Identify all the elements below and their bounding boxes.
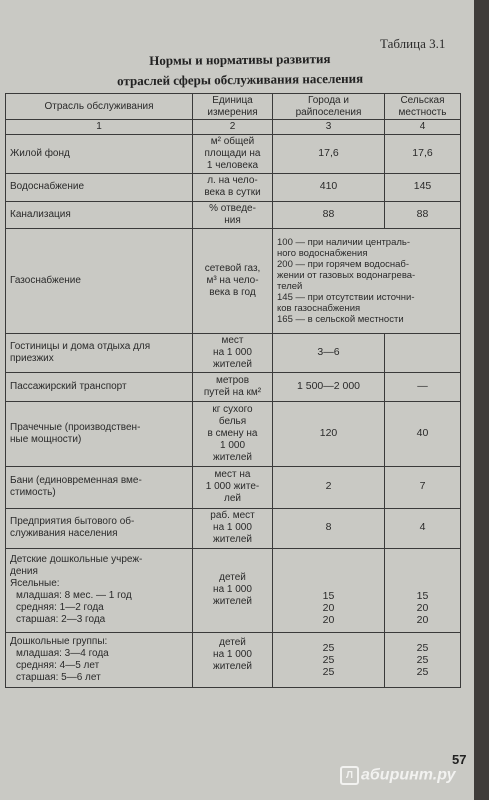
- name-line: Гостиницы и дома отдыха для: [10, 340, 151, 352]
- col-header-rural: Сельская местность: [385, 94, 461, 120]
- row-unit: [193, 632, 273, 687]
- row-unit: [193, 466, 273, 508]
- table-row: [6, 508, 461, 548]
- note-line: ков газоснабжения: [277, 302, 361, 314]
- city-value: 25: [322, 653, 335, 666]
- name-line: Ясельные:: [10, 578, 60, 589]
- row-unit: [193, 372, 273, 401]
- row-name: [6, 466, 193, 508]
- unit-line: мест: [221, 334, 244, 346]
- name-line: дения: [10, 566, 38, 577]
- unit-line: путей на км²: [203, 386, 262, 398]
- age-group: младшая: 8 мес. — 1 год: [16, 590, 132, 601]
- rural-value: —: [385, 372, 461, 401]
- unit-line: в смену на: [207, 427, 258, 439]
- unit-line: века в год: [209, 286, 256, 298]
- rural-value: 25: [416, 665, 429, 678]
- name-line: служивания населения: [10, 528, 118, 539]
- city-value: 25: [322, 641, 335, 654]
- city-value: 17,6: [273, 134, 385, 173]
- unit-line: 1 000: [219, 439, 246, 451]
- row-name: [6, 632, 193, 687]
- note-line: 200 — при горячем водоснаб-: [277, 258, 409, 270]
- city-values: [273, 632, 385, 687]
- name-line: ные мощности): [10, 433, 82, 445]
- title-line-1: Нормы и нормативы развития: [149, 51, 331, 68]
- row-unit: [193, 401, 273, 466]
- name-line: Прачечные (производствен-: [10, 421, 141, 433]
- unit-line: жителей: [213, 451, 252, 463]
- row-unit: [193, 508, 273, 548]
- gas-note: [273, 228, 461, 333]
- name-line: стимость): [10, 487, 56, 498]
- unit-line: века в сутки: [204, 187, 261, 198]
- col-header-unit: Единица измерения: [193, 94, 273, 120]
- rural-value: [385, 333, 461, 372]
- title-line-2: отраслей сферы обслуживания населения: [117, 70, 364, 89]
- table-row: [6, 228, 461, 333]
- name-line: приезжих: [10, 352, 54, 364]
- unit-line: на 1 000: [213, 346, 252, 358]
- unit-line: жителей: [213, 596, 252, 607]
- book-edge: [474, 0, 489, 800]
- norms-table: [5, 93, 461, 688]
- row-unit: [193, 333, 273, 372]
- note-line: 145 — при отсутствии источни-: [277, 291, 415, 303]
- city-value: 88: [273, 201, 385, 228]
- col-index: 3: [273, 120, 385, 135]
- rural-values: [385, 548, 461, 632]
- col-header-city: Города и райпоселения: [273, 94, 385, 120]
- table-row: [6, 548, 461, 632]
- unit-line: 1 человека: [206, 159, 259, 171]
- unit-line: л. на чело-: [207, 175, 258, 186]
- col-index: 2: [193, 120, 273, 135]
- index-row: [6, 120, 461, 135]
- rural-values: [385, 632, 461, 687]
- col-index: 1: [6, 120, 193, 135]
- rural-value: 88: [385, 201, 461, 228]
- unit-line: лей: [224, 493, 241, 504]
- table-number: Таблица 3.1: [380, 36, 446, 51]
- row-name: Канализация: [6, 201, 193, 228]
- note-line: ного водоснабжения: [277, 247, 368, 259]
- rural-value: 17,6: [385, 134, 461, 173]
- city-value: 410: [273, 173, 385, 201]
- unit-line: детей: [219, 636, 246, 648]
- unit-line: % отведе-: [209, 202, 256, 214]
- header-row: [6, 94, 461, 120]
- unit-line: жителей: [213, 358, 252, 370]
- rural-value: 4: [385, 508, 461, 548]
- age-group: старшая: 2—3 года: [16, 614, 106, 625]
- table-row: [6, 201, 461, 228]
- unit-line: на 1 000: [213, 522, 252, 533]
- city-value: 2: [273, 466, 385, 508]
- city-value: 3—6: [273, 333, 385, 372]
- labirint-logo-icon: Л: [340, 766, 359, 785]
- unit-line: раб. мест: [210, 510, 255, 521]
- table-row: [6, 134, 461, 173]
- row-unit: [193, 228, 273, 333]
- unit-line: кг сухого: [212, 403, 253, 415]
- unit-line: белья: [218, 415, 247, 427]
- unit-line: площади на: [204, 147, 261, 159]
- unit-line: на 1 000: [213, 584, 252, 595]
- note-line: 165 — в сельской местности: [277, 313, 404, 325]
- row-name: Газоснабжение: [6, 228, 193, 333]
- row-name: Жилой фонд: [6, 134, 193, 173]
- row-unit: [193, 201, 273, 228]
- unit-line: жителей: [213, 534, 252, 545]
- rural-value: 7: [385, 466, 461, 508]
- unit-line: жителей: [213, 660, 252, 672]
- city-value: 120: [273, 401, 385, 466]
- unit-line: мест на: [214, 469, 251, 480]
- table-title: [60, 48, 420, 92]
- table-row: [6, 173, 461, 201]
- col-index: 4: [385, 120, 461, 135]
- table-row: [6, 401, 461, 466]
- row-unit: [193, 173, 273, 201]
- rural-value: 25: [416, 641, 429, 654]
- col-header-industry: Отрасль обслуживания: [6, 94, 193, 120]
- age-group: средняя: 4—5 лет: [16, 659, 100, 671]
- watermark-text: абиринт.ру: [361, 766, 456, 784]
- age-group: средняя: 1—2 года: [16, 602, 104, 613]
- rural-value: 145: [385, 173, 461, 201]
- rural-value: 20: [416, 613, 429, 626]
- unit-line: детей: [219, 572, 246, 583]
- rural-value: 25: [416, 653, 429, 666]
- unit-line: 1 000 жите-: [205, 481, 260, 492]
- unit-line: м² общей: [210, 135, 255, 147]
- row-name: [6, 548, 193, 632]
- unit-line: на 1 000: [213, 648, 252, 660]
- table-row: [6, 632, 461, 687]
- name-line: Детские дошкольные учреж-: [10, 554, 143, 565]
- name-line: Бани (единовременная вме-: [10, 475, 142, 486]
- row-name: [6, 401, 193, 466]
- row-name: Водоснабжение: [6, 173, 193, 201]
- unit-line: метров: [215, 374, 250, 386]
- city-value: 15: [322, 589, 335, 602]
- row-name: [6, 333, 193, 372]
- age-group: старшая: 5—6 лет: [16, 671, 101, 683]
- unit-line: м³ на чело-: [206, 274, 259, 286]
- table-row: [6, 333, 461, 372]
- row-unit: [193, 134, 273, 173]
- row-unit: [193, 548, 273, 632]
- row-name: Пассажирский транспорт: [6, 372, 193, 401]
- age-group: младшая: 3—4 года: [16, 647, 109, 659]
- city-value: 8: [273, 508, 385, 548]
- unit-line: ния: [224, 214, 241, 226]
- rural-value: 20: [416, 601, 429, 614]
- note-line: 100 — при наличии централь-: [277, 236, 411, 248]
- note-line: телей: [277, 280, 303, 292]
- name-line: Дошкольные группы:: [10, 635, 108, 647]
- watermark: [340, 766, 456, 785]
- name-line: Предприятия бытового об-: [10, 516, 135, 527]
- city-value: 25: [322, 665, 335, 678]
- rural-value: 40: [385, 401, 461, 466]
- city-values: [273, 548, 385, 632]
- city-value: 1 500—2 000: [273, 372, 385, 401]
- row-name: [6, 508, 193, 548]
- unit-line: сетевой газ,: [204, 262, 261, 274]
- table-row: [6, 466, 461, 508]
- city-value: 20: [322, 613, 335, 626]
- note-line: жении от газовых водонагрева-: [277, 269, 416, 281]
- page-number: 57: [452, 752, 467, 767]
- table-row: [6, 372, 461, 401]
- rural-value: 15: [416, 589, 429, 602]
- city-value: 20: [322, 601, 335, 614]
